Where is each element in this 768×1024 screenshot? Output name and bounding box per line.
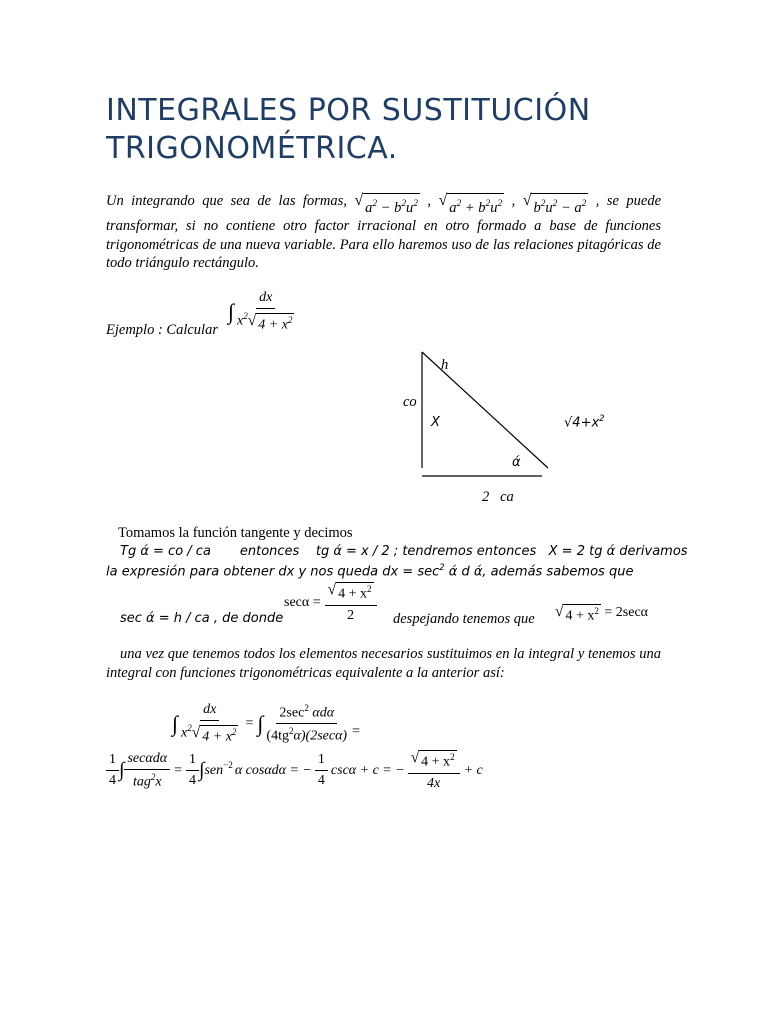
label-co: co <box>403 394 417 410</box>
final-equation-line-1: ∫ dx $x^2$ √ $4 + x^2$ = ∫ $\frac{2\sec^2 \alpha d\alpha}{(4tg^2\alpha)(2\sec\alpha)}$ = <box>172 702 360 745</box>
despejando-result: √ $4 + x^2$ = 2secα <box>555 603 649 624</box>
example-integral: ∫ dx $x^2$ √ $4 + x^2$ <box>228 290 293 333</box>
step-line-1: Tomamos la función tangente y decimos <box>118 525 353 541</box>
step-line-3: la expresión para obtener dx y nos queda dx = $\sec^2 ά$ d ά, además sabemos que <box>106 562 634 580</box>
form-1: √ $a^2 - b^2u^2$ <box>354 192 418 216</box>
sec-definition: sec ά = h / ca , de donde <box>120 611 284 626</box>
label-hypotenuse: $√4+x^2$ <box>564 413 605 431</box>
example-label: Ejemplo : Calcular <box>106 322 218 338</box>
label-base: 2 ca <box>482 489 514 505</box>
label-alpha: ά <box>512 455 521 470</box>
intro-paragraph: Un integrando que sea de las formas, √ $a^2 - b^2u^2$ , √ $a^2 + b^2u^2$ , √ $b^2u^2 - a^2$ , se puede transformar, si no contiene otro factor irracional en otro formado a base de funciones trigonométricas de una nueva variable. Para ello haremos uso de las relaciones pitagóricas de todo triángulo rectángulo. <box>106 192 662 272</box>
final-equation-line-2: $\frac{1}{4}$ ∫ $\frac{\text{secαdα}}{tag^2x}$ = $\frac{1}{4}$ ∫ sen $^{-2}$ α cosαdα = − $\frac{1}{4}$ cscα + c = − √ $4 + x^2$ 4x + c <box>106 750 483 792</box>
sec-fraction: secα = √ $4 + x^2$ 2 <box>284 582 377 624</box>
title-line-1: INTEGRALES POR SUSTITUCIÓN <box>106 93 591 128</box>
title-line-2: TRIGONOMÉTRICA. <box>106 131 398 166</box>
label-h: h <box>441 357 449 373</box>
label-x: X <box>431 415 440 430</box>
form-2: √ $a^2 + b^2u^2$ <box>438 192 503 216</box>
form-3: √ $b^2u^2 - a^2$ <box>522 192 587 216</box>
substitution-paragraph: una vez que tenemos todos los elementos necesarios sustituimos en la integral y tenemos una integral con funciones trigonométricas equivalente a la anterior así: <box>106 646 661 681</box>
integral-sign: ∫ <box>228 298 235 324</box>
step-line-2: Tg ά = co / ca entonces tg ά = x / 2 ; tendremos entonces X = 2 tg ά derivamos <box>120 544 688 559</box>
page-title <box>106 92 666 168</box>
despejando-label: despejando tenemos que <box>393 611 535 627</box>
